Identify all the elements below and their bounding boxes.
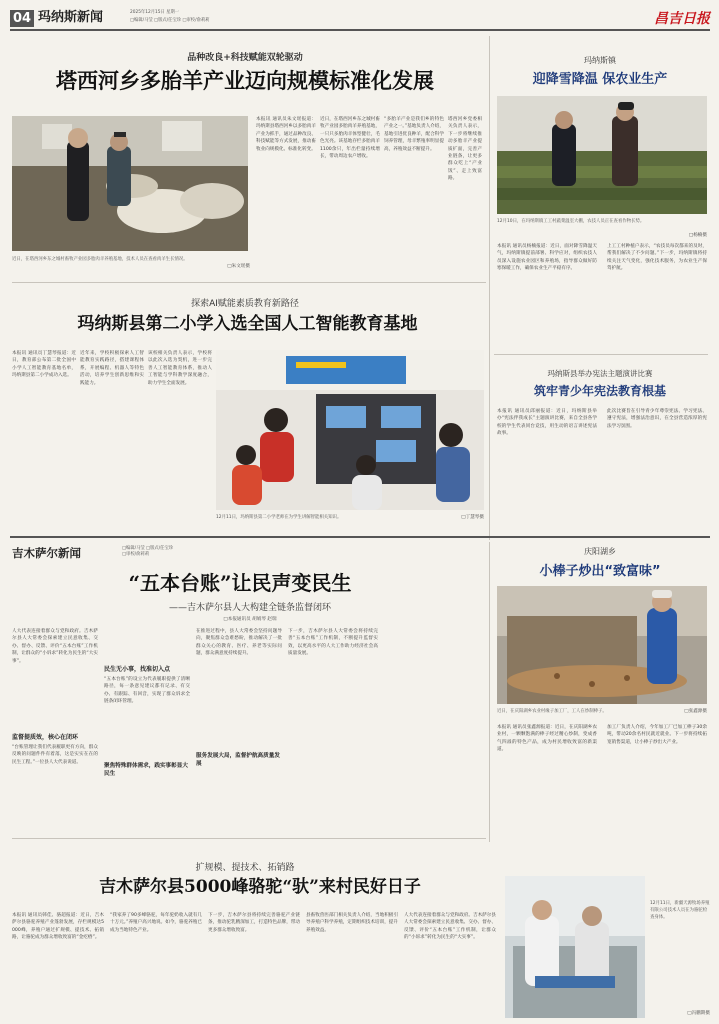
masthead-rule bbox=[10, 29, 710, 31]
newspaper-logo: 昌吉日报 bbox=[654, 11, 710, 27]
side2-headline: 筑牢青少年宪法教育根基 bbox=[533, 384, 666, 398]
side1-headline: 迎降雪降温 保农业生产 bbox=[532, 72, 668, 87]
camel-check-photo bbox=[505, 876, 645, 1018]
side3-body-col1: 本报讯 通讯员张鑫源报道：近日，在庆阳湖乡农业村，一颗颗饱满的棒子经过精心炒制，变成香气四溢的特色产品，成为村民增收致富的新渠道。 bbox=[497, 725, 597, 753]
hazelnut-photo-credit: □张鑫源摄 bbox=[684, 709, 707, 714]
section2-editors: □编辑/马莹 □版式/任宝珍 □审校/俞莉莉 bbox=[122, 546, 174, 557]
snow-field-photo bbox=[497, 96, 707, 214]
vertical-divider bbox=[489, 542, 490, 842]
side3-headline: 小棒子炒出“致富味” bbox=[539, 564, 661, 579]
section2-title: 吉木萨尔新闻 bbox=[12, 546, 81, 560]
art3-headline: “五本台账”让民声变民生 bbox=[128, 571, 352, 595]
art2-body-col2: 近年来，学校积极探索人工智能教育实践路径，搭建课程体系，开展编程、机器人等特色活动，培养学生创新思维和实践能力。 bbox=[80, 351, 144, 386]
masthead-date: 2025年12月15日 星期一 bbox=[130, 10, 180, 15]
side3-body-col2: 加工厂负责人介绍，今年加工厂已加工棒子30余吨，带动20余名村民就近就业。下一步将持续拓宽销售渠道，让小棒子炒出大产业。 bbox=[607, 725, 707, 745]
masthead-editors: □编辑/马莹 □版式/任宝珍 □审校/俞莉莉 bbox=[130, 18, 210, 23]
side1-body-col2: 上工工村种植户表示，“农技员每次都来的及时，帮我们解决了不少问题。”下一步，玛纳斯镇将持续关注天气变化，强化技术服务，为农业生产保驾护航。 bbox=[607, 244, 707, 272]
camel-photo-credit: □冯鹏期摄 bbox=[687, 1011, 710, 1016]
art4-body-col5: 人大代表连接着群众与党和政府。吉木萨尔县人大常委会探索建立民意收集、交办、督办、反馈、评价“五本台账”工作机制，让群众的“小诉求”转化为民生的“大实事”。 bbox=[404, 913, 496, 941]
classroom-photo-credit: □丁慧琴摄 bbox=[461, 515, 484, 520]
art3-body-col2: “五本台账”的设立为代表履职提供了清晰路径，每一条意见建议都有记录、有交办、有跟踪、有回音，实现了群众诉求全链条闭环管理。 bbox=[104, 677, 190, 705]
classroom-photo bbox=[216, 350, 484, 510]
art1-body-col1: 本报讯 通讯员朱文瑶报道：玛纳斯县塔西河乡以多胎肉羊产业为抓手，通过品种改良、科技赋能等方式发展，推动畜牧业向规模化、标准化转变。 bbox=[256, 117, 316, 152]
art3-byline: □本报通讯员 胡娟琴 赵瑞 bbox=[223, 617, 277, 622]
art3-body-col1: 人大代表连接着群众与党和政府。吉木萨尔县人大常委会探索建立民意收集、交办、督办、反馈、评价“五本台账”工作机制，让群众的“小诉求”转化为民生的“大实事”。 bbox=[12, 629, 98, 664]
page-number: 04 bbox=[10, 10, 34, 27]
art3-subheading: 服务发展大局，监督护航高质量发展 bbox=[196, 753, 280, 767]
divider bbox=[494, 354, 708, 355]
art4-body-col2: “我家养了90多峰骆驼，每年驼奶收入就有几十万元。”养殖户高兴地说。如今，骆驼养殖已成为当地特色产业。 bbox=[110, 913, 202, 933]
art3-subheading: 监督提质效，核心在闭环 bbox=[12, 734, 79, 741]
art2-kicker: 探索AI赋能素质教育新路径 bbox=[191, 299, 299, 309]
hazelnut-workshop-photo bbox=[497, 586, 707, 704]
art1-body-col2: 近日，在塔西河乡东之城村畜牧产业园多胎肉羊养殖基地，一只只多胎肉羊体型健壮，毛色光亮。该基地存栏多胎肉羊1100余只，年出栏量持续增长，带动周边农户增收。 bbox=[320, 117, 380, 160]
art3-subheading: 民生无小事，找准切入点 bbox=[104, 666, 171, 673]
divider bbox=[12, 282, 486, 283]
art4-kicker: 扩规模、提技术、拓销路 bbox=[195, 863, 295, 873]
camel-photo-caption: 12月11日，新疆天源牧场养殖有限公司技术人员在为骆驼检查身体。 bbox=[650, 901, 710, 920]
sheep-photo-caption: 近日，在塔西河乡东之城村畜牧产业园多胎肉羊养殖基地，技术人员在查看肉羊生长情况。 bbox=[12, 257, 188, 262]
art3-subtitle: ——吉木萨尔县人大构建全链条监督闭环 bbox=[168, 603, 331, 613]
art3-body-col4: 下一步，吉木萨尔县人大常委会将持续完善“五本台账”工作机制，不断提升监督实效，以更高水平的人大工作助力经济社会高质量发展。 bbox=[288, 629, 378, 657]
hazelnut-photo-caption: 近日，在庆阳湖乡农业村缘子加工厂，工人在炒制棒子。 bbox=[497, 709, 607, 714]
art2-headline: 玛纳斯县第二小学入选全国人工智能教育基地 bbox=[77, 314, 418, 334]
art3-body-col1b: “台账管理让我们代表履职更有方向，群众反映的问题件件有着落，这是实实在在的民生工程。”一位县人大代表说道。 bbox=[12, 745, 98, 765]
masthead bbox=[10, 8, 710, 36]
divider bbox=[12, 838, 486, 839]
art2-body-col1: 本报讯 通讯员丁慧琴报道：近日，教育部公布第二批全国中小学人工智能教育基地名单，玛纳斯县第二小学成功入选。 bbox=[12, 351, 76, 379]
art1-body-col3: “多胎羊产业是我们乡的特色产业之一。”基地负责人介绍，基地引进优良种羊，配合科学饲养管理，母羊繁殖率明显提高，养殖效益不断提升。 bbox=[384, 117, 444, 152]
side2-body-col1: 本报讯 通讯员邱丽报道：近日，玛纳斯县举办“宪法伴我成长”主题演讲比赛，来自全县各学校的学生代表同台竞技，用生动的语言讲述宪法故事。 bbox=[497, 409, 597, 437]
art4-headline: 吉木萨尔县5000峰骆驼“驮”来村民好日子 bbox=[99, 877, 421, 897]
art4-body-col3: 下一步，吉木萨尔县将持续完善骆驼产业链条，推动驼乳精深加工，打造特色品牌，带动更多群众增收致富。 bbox=[208, 913, 300, 933]
section-title: 玛纳斯新闻 bbox=[38, 10, 104, 25]
snow-photo-caption: 12月10日，在玛纳斯镇工工村蔬菜温室大棚，农技人员正在查看作物长势。 bbox=[497, 219, 645, 224]
section-divider bbox=[10, 536, 710, 538]
art1-kicker: 品种改良+科技赋能双轮驱动 bbox=[187, 53, 303, 63]
art4-body-col1: 本报讯 通讯员韩佳、骆超报道：近日，吉木萨尔县骆驼养殖产业蓬勃发展，存栏规模达5000峰，养殖户通过扩规模、提技术、拓销路，让骆驼成为群众增收致富的“金疙瘩”。 bbox=[12, 913, 104, 941]
art4-body-col4: 县畜牧兽医部门相关负责人介绍，当地积极引导养殖户科学养殖，定期组织技术培训，提升养殖效益。 bbox=[306, 913, 398, 933]
art3-body-col3: 在推进过程中，县人大常委会坚持问题导向，聚焦群众急难愁盼，推动解决了一批群众关心的教育、医疗、养老等实际问题，群众满意度持续提升。 bbox=[196, 629, 282, 657]
side1-body-col1: 本报讯 通讯员杨楠报道：近日，面对降雪降温天气，玛纳斯镇提前部署、科学应对，组织农技人员深入设施农业园区和养殖场，指导群众做好防寒保暖工作，确保农业生产平稳有序。 bbox=[497, 244, 597, 272]
sheep-photo bbox=[12, 116, 248, 251]
side2-kicker: 玛纳斯县举办宪法主题演讲比赛 bbox=[547, 369, 653, 378]
vertical-divider bbox=[489, 36, 490, 540]
side2-body-col2: 此次比赛旨在引导青少年尊崇宪法、学习宪法、遵守宪法，增强法治意识，在全县营造浓厚的宪法学习氛围。 bbox=[607, 409, 707, 429]
snow-photo-credit: □杨楠摄 bbox=[688, 233, 707, 238]
art1-body-col4: 塔西河乡党委相关负责人表示，下一步将继续推动多胎羊产业提质扩面，完善产业链条，让更多群众吃上“产业饭”、走上致富路。 bbox=[448, 117, 482, 182]
side1-kicker: 玛纳斯镇 bbox=[584, 56, 616, 65]
classroom-photo-caption: 12月11日，玛纳斯县第二小学老师在为学生讲解智能相关知识。 bbox=[216, 515, 342, 520]
side3-kicker: 庆阳湖乡 bbox=[584, 547, 616, 556]
art1-headline: 塔西河乡多胎羊产业迈向规模标准化发展 bbox=[56, 68, 434, 93]
sheep-photo-credit: □朱文瑶摄 bbox=[227, 264, 250, 269]
art2-body-col3: 该校相关负责人表示，学校将以此次入选为契机，进一步完善人工智能教育体系，推动人工智能与学科教学深度融合，助力学生全面发展。 bbox=[148, 351, 212, 386]
art3-subheading: 聚焦特殊群体需求，践实事彰显大民生 bbox=[104, 763, 188, 777]
